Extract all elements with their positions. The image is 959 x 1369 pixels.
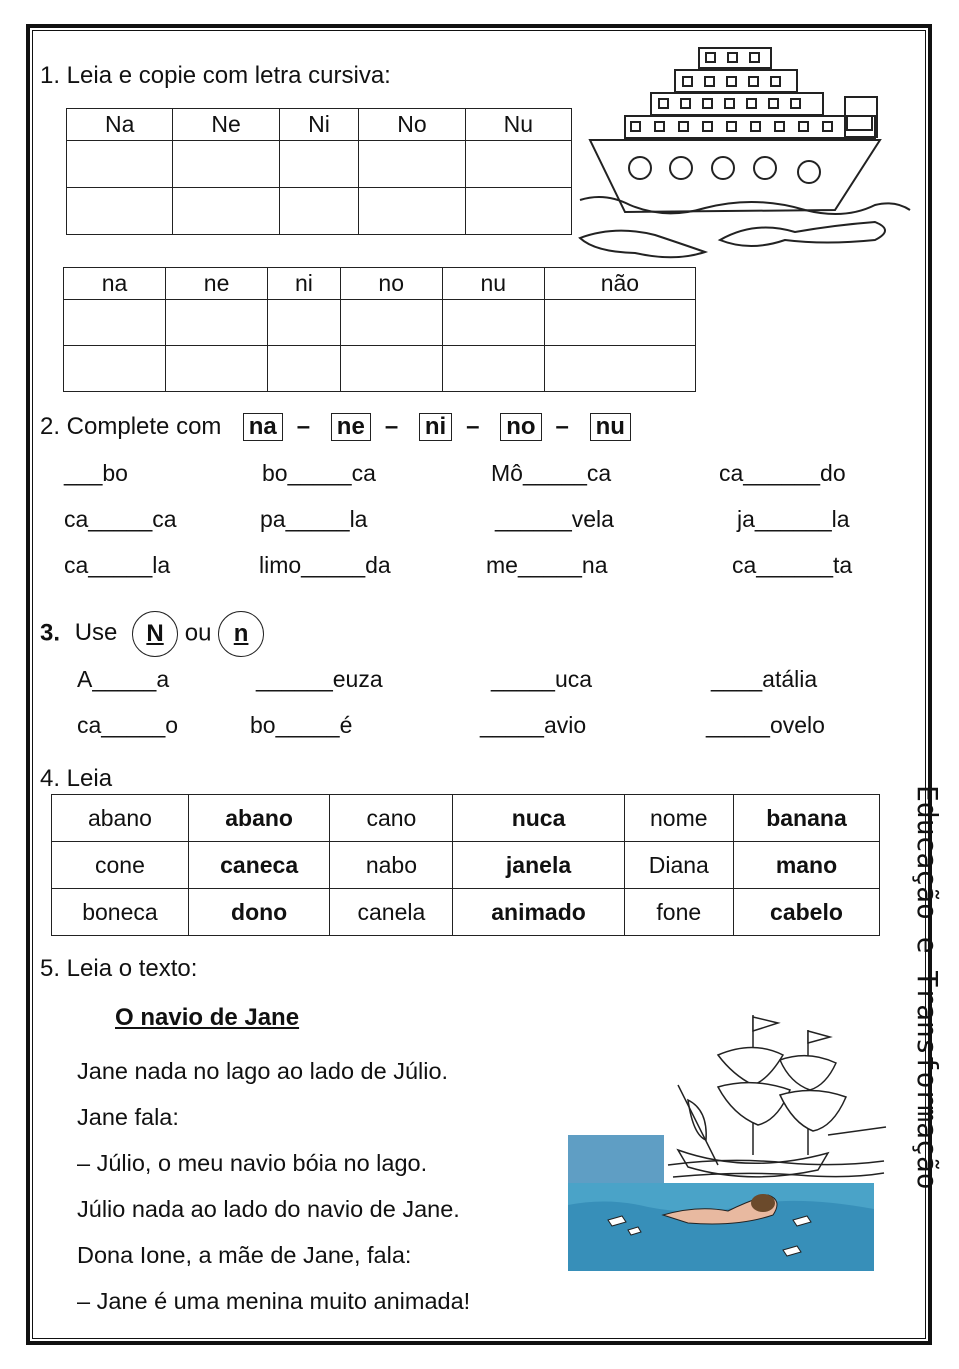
ship-illustration — [575, 40, 915, 265]
answer-cell[interactable] — [173, 141, 279, 188]
answer-cell[interactable] — [465, 141, 571, 188]
q1-upper-table — [66, 108, 572, 235]
q2-item[interactable]: ___bo — [64, 460, 128, 486]
word-cell: janela — [453, 842, 624, 889]
story-title: O navio de Jane — [115, 1004, 300, 1031]
answer-cell[interactable] — [166, 300, 268, 346]
answer-cell[interactable] — [359, 141, 465, 188]
word-cell: caneca — [188, 842, 329, 889]
q1-upper-header: Nu — [465, 109, 571, 141]
q3-number: 3. — [40, 619, 61, 647]
q3-item[interactable]: ca_____o — [77, 712, 179, 738]
q1-title: 1. Leia e copie com letra cursiva: — [40, 62, 391, 89]
q1-lower-header: no — [340, 268, 442, 300]
story-line: – Jane é uma menina muito animada! — [77, 1288, 471, 1314]
word-cell: cabelo — [733, 889, 879, 936]
q2-item[interactable]: limo_____da — [259, 552, 391, 578]
q2-item[interactable]: ca______ta — [732, 552, 853, 578]
letter-circle-lower: n — [218, 611, 264, 657]
answer-cell[interactable] — [64, 346, 166, 392]
q3-item[interactable]: ____atália — [711, 666, 818, 692]
q2-item[interactable]: me_____na — [486, 552, 608, 578]
q1-upper-header: Na — [67, 109, 173, 141]
q3-item[interactable]: bo_____é — [250, 712, 353, 738]
word-cell: boneca — [52, 889, 189, 936]
q4-title: 4. Leia — [40, 765, 113, 792]
word-cell: nome — [624, 795, 733, 842]
q1-upper-header: Ni — [279, 109, 359, 141]
answer-cell[interactable] — [279, 141, 359, 188]
q1-lower-header: na — [64, 268, 166, 300]
word-cell: abano — [52, 795, 189, 842]
answer-cell[interactable] — [340, 346, 442, 392]
word-cell: animado — [453, 889, 624, 936]
word-cell: dono — [188, 889, 329, 936]
dash: – — [466, 413, 480, 440]
answer-cell[interactable] — [67, 141, 173, 188]
sailing-ship-illustration — [568, 1005, 890, 1275]
q3-use: Use — [74, 619, 118, 647]
q3-item[interactable]: _____avio — [480, 712, 587, 738]
story-line: Jane nada no lago ao lado de Júlio. — [77, 1058, 449, 1084]
syllable-box-ni: ni — [419, 413, 452, 441]
answer-cell[interactable] — [544, 300, 695, 346]
q2-item[interactable]: pa_____la — [260, 506, 368, 532]
q1-upper-header: Ne — [173, 109, 279, 141]
word-cell: cone — [52, 842, 189, 889]
q2-title: 2. Complete com — [40, 413, 222, 440]
q3-title-row — [40, 611, 264, 657]
answer-cell[interactable] — [166, 346, 268, 392]
word-cell: Diana — [624, 842, 733, 889]
q1-upper-header: No — [359, 109, 465, 141]
answer-cell[interactable] — [268, 300, 341, 346]
q5-title: 5. Leia o texto: — [40, 955, 198, 982]
story-line: – Júlio, o meu navio bóia no lago. — [77, 1150, 428, 1176]
syllable-box-na: na — [243, 413, 283, 441]
watermark: Educação e Transformação — [911, 785, 944, 1190]
word-cell: nuca — [453, 795, 624, 842]
q2-item[interactable]: ja______la — [737, 506, 850, 532]
word-cell: cano — [330, 795, 453, 842]
answer-cell[interactable] — [64, 300, 166, 346]
q2-item[interactable]: ______vela — [495, 506, 614, 532]
word-cell: nabo — [330, 842, 453, 889]
answer-cell[interactable] — [340, 300, 442, 346]
q2-item[interactable]: ca______do — [719, 460, 846, 486]
word-cell: banana — [733, 795, 879, 842]
answer-cell[interactable] — [173, 188, 279, 235]
syllable-box-nu: nu — [590, 413, 631, 441]
answer-cell[interactable] — [268, 346, 341, 392]
q1-lower-header: ne — [166, 268, 268, 300]
answer-cell[interactable] — [67, 188, 173, 235]
syllable-box-ne: ne — [331, 413, 371, 441]
dash: – — [296, 413, 311, 440]
q2-item[interactable]: bo_____ca — [262, 460, 376, 486]
syllable-box-no: no — [500, 413, 541, 441]
story-line: Júlio nada ao lado do navio de Jane. — [77, 1196, 460, 1222]
q3-item[interactable]: _____uca — [491, 666, 593, 692]
dash: – — [384, 413, 399, 440]
answer-cell[interactable] — [279, 188, 359, 235]
dash: – — [555, 413, 569, 440]
answer-cell[interactable] — [442, 346, 544, 392]
answer-cell[interactable] — [544, 346, 695, 392]
q2-item[interactable]: ca_____la — [64, 552, 171, 578]
story-line: Jane fala: — [77, 1104, 179, 1130]
answer-cell[interactable] — [359, 188, 465, 235]
q1-lower-table — [63, 267, 696, 392]
word-cell: mano — [733, 842, 879, 889]
word-cell: canela — [330, 889, 453, 936]
q3-item[interactable]: _____ovelo — [706, 712, 825, 738]
q3-item[interactable]: A_____a — [77, 666, 170, 692]
word-cell: fone — [624, 889, 733, 936]
q3-item[interactable]: ______euza — [256, 666, 383, 692]
letter-circle-upper: N — [132, 611, 178, 657]
answer-cell[interactable] — [465, 188, 571, 235]
q1-lower-header: não — [544, 268, 695, 300]
q1-lower-header: ni — [268, 268, 341, 300]
word-cell: abano — [188, 795, 329, 842]
answer-cell[interactable] — [442, 300, 544, 346]
q2-item[interactable]: Mô_____ca — [491, 460, 612, 486]
q2-title-row — [40, 413, 631, 441]
q3-ou: ou — [184, 619, 212, 647]
q4-words-table — [51, 794, 880, 936]
story-line: Dona Ione, a mãe de Jane, fala: — [77, 1242, 412, 1268]
q1-lower-header: nu — [442, 268, 544, 300]
q2-item[interactable]: ca_____ca — [64, 506, 177, 532]
